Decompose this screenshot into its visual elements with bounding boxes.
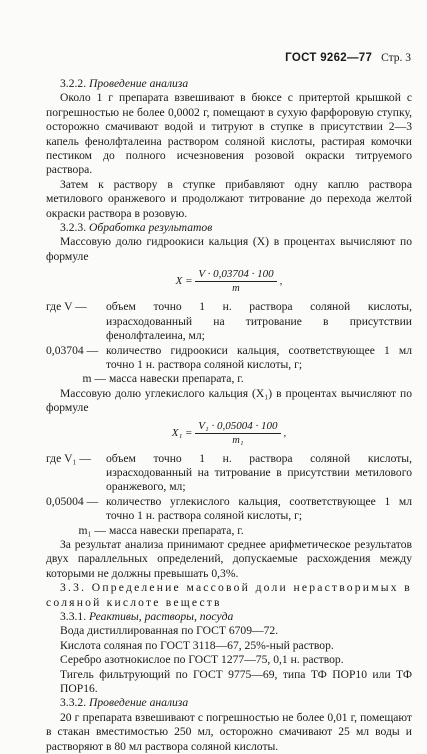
section-heading-3-2-3: 3.2.3. Обработка результатов — [60, 221, 213, 235]
definition-text: количество гидроокиси кальция, соответствующее 1 мл точно 1 н. раствора соляной кислоты, г; — [106, 343, 412, 371]
formula-fraction — [195, 420, 280, 447]
page-number: Стр. 3 — [381, 52, 411, 64]
paragraph: Массовую долю гидроокиси кальция (X) в процентах вычисляют по формуле — [46, 235, 412, 263]
paragraph: Затем к раствору в ступке прибавляют одну каплю раствора метилового оранжевого и продолжают титрование до перехода желтой окраски раствора в розовую. — [46, 177, 412, 220]
document-body — [46, 77, 412, 754]
reagents-list — [46, 624, 412, 696]
definition-row — [46, 372, 412, 386]
list-item: Серебро азотнокислое по ГОСТ 1277—75, 0,1 н. раствор. — [60, 653, 344, 667]
definition-term: где V₁ — — [46, 451, 92, 465]
formula-fraction — [195, 268, 276, 295]
formula-calcium-carbonate: X₁ = $\frac{\text{V₁ · 0,05004 · 100}}{\text{m₁}}$ , — [171, 419, 287, 446]
definition-text: количество углекислого кальция, соответствующее 1 мл точно 1 н. раствора соляной кислоты, г; — [106, 494, 412, 523]
standard-number: ГОСТ 9262—77 — [285, 52, 373, 64]
definition-term: 0,05004 — — [46, 494, 99, 508]
paragraph: Массовую долю углекислого кальция (X₁) в процентах вычисляют по формуле — [46, 386, 412, 415]
definition-text: объем точно 1 н. раствора соляной кислоты, израсходованный на титрование в присутствии метилового оранжевого, мл; — [106, 451, 412, 494]
formula-numerator: V₁ · 0,05004 · 100 — [195, 420, 280, 434]
section-heading-3-3-2: 3.3.2. Проведение анализа — [60, 696, 189, 710]
definition-term: 0,03704 — — [46, 343, 99, 357]
paragraph: За результат анализа принимают среднее арифметическое результатов двух параллельных определений, допускаемые расхождения между которыми не должны превышать 0,3%. — [46, 537, 412, 580]
definition-row — [46, 344, 412, 373]
formula-denominator: m — [232, 283, 240, 295]
section-heading-3-2-2: 3.2.2. Проведение анализа — [60, 77, 189, 90]
paragraph: 20 г препарата взвешивают с погрешностью не более 0,01 г, помещают в стакан вместимостью 250 мл, осторожно смачивают 25 мл воды и растворяют в 80 мл раствора соляной кислоты. — [46, 710, 412, 753]
section-heading-3-3-1: 3.3.1. Реактивы, растворы, посуда — [60, 610, 234, 623]
formula-lhs: X = — [175, 275, 193, 288]
definition-term: m — — [82, 372, 106, 386]
list-item: Кислота соляная по ГОСТ 3118—67, 25%-ный раствор. — [60, 638, 334, 652]
definition-row — [46, 300, 412, 343]
list-item: Вода дистиллированная по ГОСТ 6709—72. — [60, 624, 279, 638]
definition-row — [46, 524, 412, 538]
paragraph: Около 1 г препарата взвешивают в бюксе с притертой крышкой с погрешностью не более 0,0002 г, помещают в сухую фарфоровую ступку, осторожно смачивают водой и титруют в ступке в присутствии 2—3 капель фенолфталеина раствором соляной кислоты, растирая комочки пестиком до полного исчезновения розовой окраски титруемого раствора. — [46, 91, 412, 177]
formula-numerator: V · 0,03704 · 100 — [195, 268, 276, 282]
section-heading-3-3: 3.3. Определение массовой доли нерастворимых в соляной кислоте веществ — [46, 581, 412, 609]
formula-calcium-hydroxide: X = $\frac{V \cdot 0,03704 \cdot 100}{m}$ , — [175, 268, 283, 295]
formula-denominator: m₁ — [232, 434, 244, 446]
formula-lhs: X₁ = — [171, 426, 193, 439]
definition-row — [46, 452, 412, 495]
definition-text: масса навески препарата, г. — [109, 372, 244, 386]
definition-term: где V — — [46, 300, 87, 314]
list-item: Тигель фильтрующий по ГОСТ 9775—69, типа ТФ ПОР10 или ТФ ПОР16. — [60, 667, 412, 696]
definition-row — [46, 495, 412, 524]
definition-term: m₁ — — [78, 523, 106, 537]
running-header — [285, 52, 411, 64]
definition-text: масса навески препарата, г. — [109, 523, 244, 537]
definition-text: объем точно 1 н. раствора соляной кислоты, израсходованный на титрование в присутствии фенолфталеина, мл; — [106, 300, 412, 343]
